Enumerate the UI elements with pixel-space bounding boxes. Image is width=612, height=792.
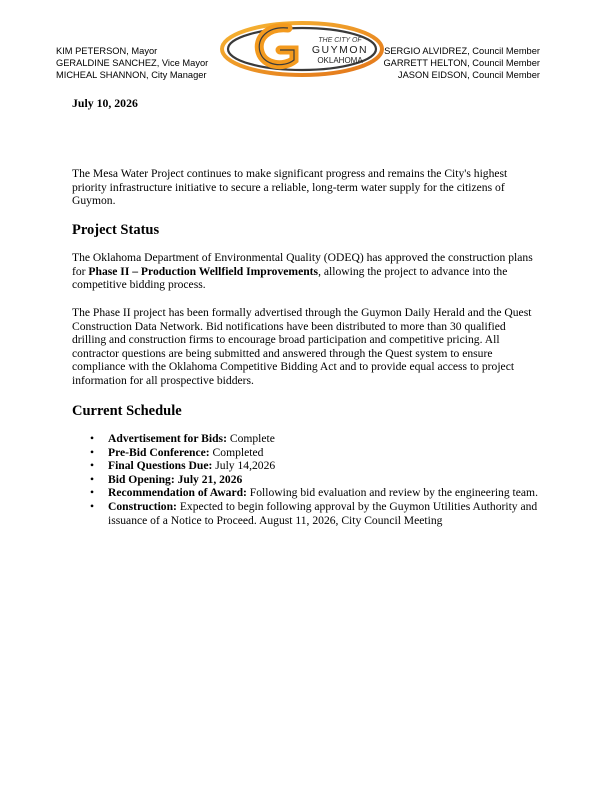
schedule-item-value: Following bid evaluation and review by the engineering team. bbox=[246, 486, 538, 500]
schedule-item-value: Completed bbox=[209, 445, 264, 459]
official-city-manager: MICHEAL SHANNON, City Manager bbox=[56, 70, 207, 80]
header-officials-right bbox=[380, 45, 540, 81]
schedule-item bbox=[90, 473, 540, 487]
city-logo bbox=[218, 16, 386, 80]
schedule-item bbox=[90, 486, 540, 500]
council-member-3: JASON EIDSON, Council Member bbox=[397, 70, 540, 80]
p1-phase-bold: Phase II – Production Wellfield Improvements bbox=[88, 264, 319, 278]
project-status-paragraph-1 bbox=[72, 251, 540, 292]
schedule-item-label: Final Questions Due: bbox=[108, 459, 213, 473]
schedule-item bbox=[90, 432, 540, 446]
council-member-1: SERGIO ALVIDREZ, Council Member bbox=[384, 46, 540, 56]
official-vice-mayor: GERALDINE SANCHEZ, Vice Mayor bbox=[56, 58, 209, 68]
logo-text-guymon: GUYMON bbox=[311, 44, 369, 56]
logo-text-oklahoma: OKLAHOMA bbox=[317, 56, 363, 65]
project-status-heading: Project Status bbox=[72, 222, 160, 238]
schedule-list bbox=[90, 432, 540, 527]
official-mayor: KIM PETERSON, Mayor bbox=[56, 46, 158, 56]
council-member-2: GARRETT HELTON, Council Member bbox=[383, 58, 540, 68]
p1-text-after: , allowing the project to advance into the competitive bidding process. bbox=[72, 264, 508, 292]
schedule-item-value: Expected to begin following approval by the Guymon Utilities Authority and issuance of a Notice to Proceed. August 11, 2026, City Council Meeting bbox=[108, 499, 538, 527]
schedule-item-value: Complete bbox=[226, 432, 275, 445]
header-officials-left bbox=[56, 45, 208, 81]
schedule-item bbox=[90, 446, 540, 460]
current-schedule-heading: Current Schedule bbox=[72, 403, 182, 419]
schedule-item bbox=[90, 459, 540, 473]
schedule-item-value: July 14,2026 bbox=[212, 459, 276, 473]
schedule-item bbox=[90, 500, 540, 527]
schedule-item-label: Pre-Bid Conference: bbox=[108, 445, 210, 459]
schedule-item-label: Bid Opening: July 21, 2026 bbox=[108, 472, 243, 486]
logo-text-the-city-of: THE CITY OF bbox=[318, 37, 362, 44]
letter-date: July 10, 2026 bbox=[72, 96, 138, 110]
project-status-paragraph-2: The Phase II project has been formally advertised through the Guymon Daily Herald and the Quest Construction Data Network. Bid notifications have been distributed to more than 30 qualified drilling and construction firms to encourage broad participation and competitive pricing. All contractor questions are being submitted and answered through the Quest system to ensure compliance with the Oklahoma Competitive Bidding Act and to provide equal access to project information for all prospective bidders. bbox=[72, 306, 532, 387]
intro-paragraph: The Mesa Water Project continues to make significant progress and remains the City's highest priority infrastructure initiative to secure a reliable, long-term water supply for the citizens of Guymon. bbox=[72, 167, 508, 208]
schedule-item-label: Construction: bbox=[108, 499, 177, 513]
p1-text-before: The Oklahoma Department of Environmental Quality (ODEQ) has approved the construction plans for bbox=[72, 251, 533, 278]
schedule-item-label: Recommendation of Award: bbox=[108, 486, 247, 500]
schedule-item-label: Advertisement for Bids: bbox=[108, 432, 227, 445]
